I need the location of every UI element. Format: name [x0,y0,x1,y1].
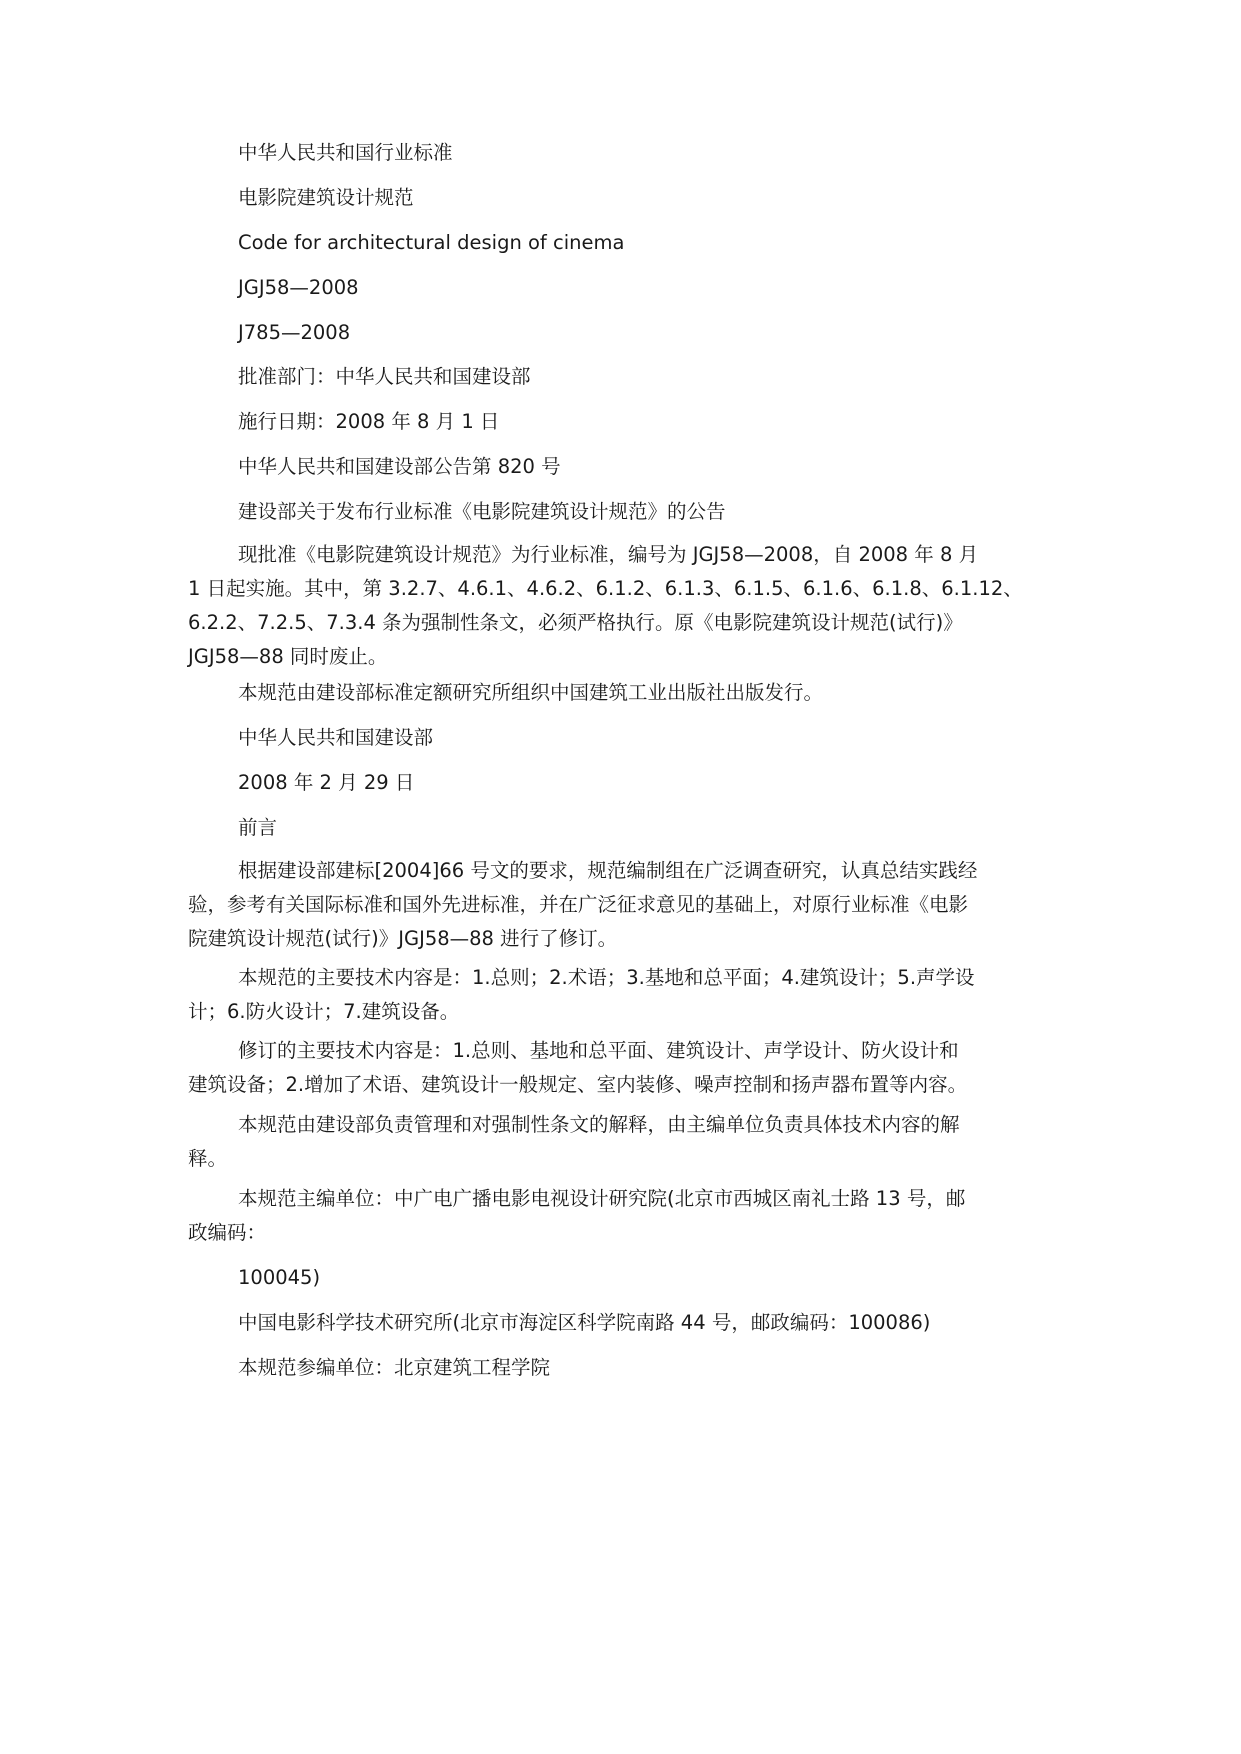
foreword-line: 计；6.防火设计；7.建筑设备。 [188,1000,460,1023]
standard-code-jgj: JGJ58—2008 [238,276,359,299]
announcement-body-line: JGJ58—88 同时废止。 [188,645,388,668]
standard-code-j: J785—2008 [238,321,351,344]
foreword-line: 建筑设备；2.增加了术语、建筑设计一般规定、室内装修、噪声控制和扬声器布置等内容。 [188,1073,968,1096]
foreword-line: 释。 [188,1147,228,1170]
issuer: 中华人民共和国建设部 [238,726,434,749]
approving-department: 批准部门：中华人民共和国建设部 [238,365,531,388]
foreword-line: 修订的主要技术内容是：1.总则、基地和总平面、建筑设计、声学设计、防火设计和 [238,1039,959,1062]
document-title-en: Code for architectural design of cinema [238,231,625,254]
co-editor-unit: 中国电影科学技术研究所(北京市海淀区科学院南路 44 号，邮政编码：100086) [238,1311,931,1334]
announcement-number: 中华人民共和国建设部公告第 820 号 [238,455,561,478]
effective-date: 施行日期：2008 年 8 月 1 日 [238,410,500,433]
publisher-note: 本规范由建设部标准定额研究所组织中国建筑工业出版社出版发行。 [238,681,824,704]
announcement-body-line: 6.2.2、7.2.5、7.3.4 条为强制性条文，必须严格执行。原《电影院建筑设计规范(试行)》 [188,611,963,634]
standard-type: 中华人民共和国行业标准 [238,141,453,164]
announcement-title: 建设部关于发布行业标准《电影院建筑设计规范》的公告 [238,500,726,523]
foreword-paragraph-3 [188,1034,1058,1102]
foreword-paragraph-1 [188,854,1058,956]
issue-date: 2008 年 2 月 29 日 [238,771,415,794]
foreword-paragraph-4 [188,1108,1058,1176]
foreword-heading: 前言 [238,816,278,839]
foreword-line: 本规范的主要技术内容是：1.总则；2.术语；3.基地和总平面；4.建筑设计；5.声学设 [238,966,975,989]
announcement-body [188,538,1058,674]
announcement-body-line: 1 日起实施。其中，第 3.2.7、4.6.1、4.6.2、6.1.2、6.1.3、6.1.5、6.1.6、6.1.8、6.1.12、 [188,577,1023,600]
foreword-line: 本规范由建设部负责管理和对强制性条文的解释，由主编单位负责具体技术内容的解 [238,1113,960,1136]
foreword-paragraph-5 [188,1182,1058,1250]
announcement-body-line: 现批准《电影院建筑设计规范》为行业标准，编号为 JGJ58—2008，自 2008 年 8 月 [238,543,979,566]
postal-code: 100045) [238,1266,321,1289]
foreword-line: 验，参考有关国际标准和国外先进标准，并在广泛征求意见的基础上，对原行业标准《电影 [188,893,969,916]
foreword-line: 院建筑设计规范(试行)》JGJ58—88 进行了修订。 [188,927,618,950]
foreword-line: 政编码： [188,1221,267,1244]
foreword-line: 本规范主编单位：中广电广播电影电视设计研究院(北京市西城区南礼士路 13 号，邮 [238,1187,966,1210]
document-title-cn: 电影院建筑设计规范 [238,186,414,209]
foreword-line: 根据建设部建标[2004]66 号文的要求，规范编制组在广泛调查研究，认真总结实践经 [238,859,978,882]
participating-unit: 本规范参编单位：北京建筑工程学院 [238,1356,551,1379]
foreword-paragraph-2 [188,961,1058,1029]
